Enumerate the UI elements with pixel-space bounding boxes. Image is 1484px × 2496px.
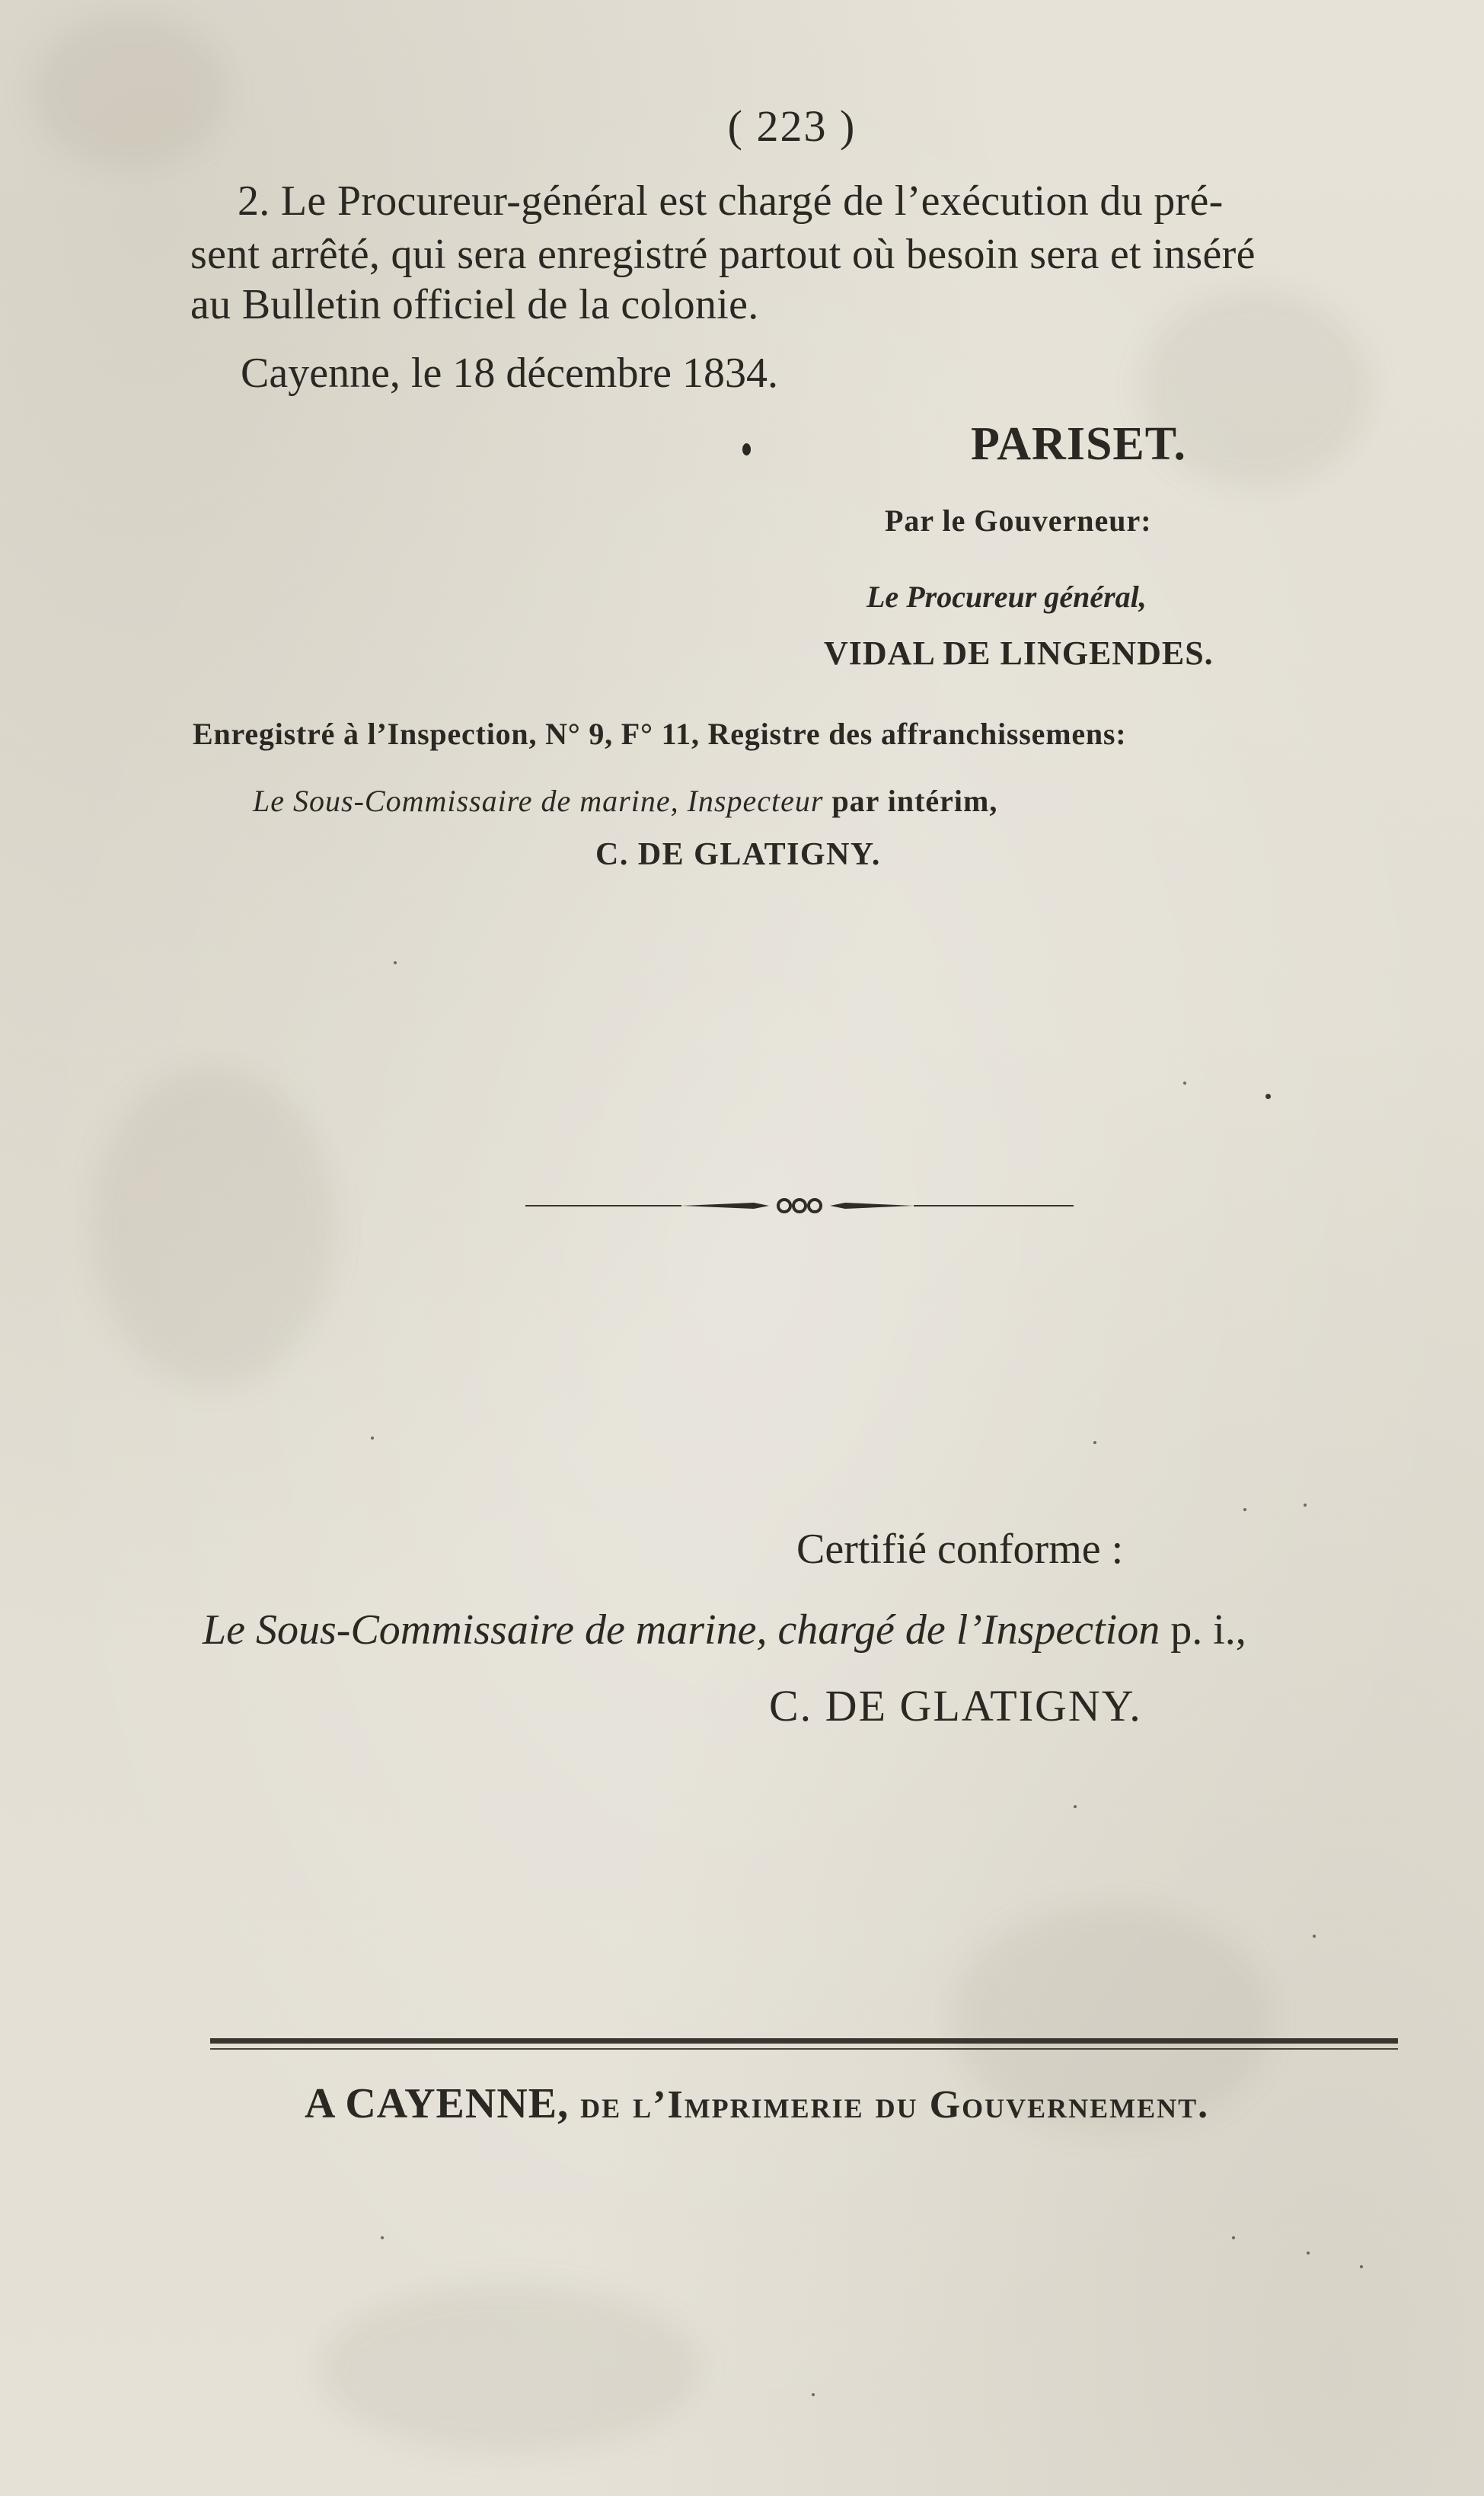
- paper-speck: [1074, 1805, 1077, 1808]
- printer-imprint: [305, 2079, 1209, 2128]
- registration-officer-title-roman: par intérim,: [831, 784, 998, 818]
- paper-speck: [1183, 1082, 1186, 1085]
- paper-speck: [1243, 1508, 1246, 1511]
- imprint-rule-thin: [210, 2048, 1398, 2050]
- paper-stain: [91, 1066, 335, 1386]
- paper-speck: [812, 2393, 815, 2396]
- paper-speck: [1265, 1094, 1271, 1099]
- date-line: Cayenne, le 18 décembre 1834.: [241, 350, 778, 397]
- imprint-rule: [210, 2038, 1398, 2044]
- registration-line: Enregistré à l’Inspection, N° 9, F° 11, Registre des affranchissemens:: [193, 717, 1127, 751]
- article-line-2: sent arrêté, qui sera enregistré partout où besoin sera et inséré: [190, 231, 1256, 278]
- bullet-dot: [742, 443, 751, 455]
- paper-speck: [1232, 2236, 1235, 2239]
- paper-speck: [1307, 2252, 1310, 2255]
- procureur-title: Le Procureur général,: [866, 580, 1147, 614]
- certification-officer-name: C. DE GLATIGNY.: [769, 1681, 1142, 1731]
- registration-officer-title: [253, 783, 997, 819]
- procureur-name: VIDAL DE LINGENDES.: [824, 634, 1214, 672]
- article-line-3: au Bulletin officiel de la colonie.: [190, 281, 759, 328]
- certification-officer-title: [203, 1606, 1246, 1654]
- certification-officer-title-roman: p. i.,: [1170, 1606, 1246, 1654]
- page-number: ( 223 ): [727, 101, 857, 151]
- certification-officer-title-italic: Le Sous-Commissaire de marine, chargé de l’Inspection: [203, 1606, 1160, 1654]
- ornament-divider: [525, 1194, 1074, 1217]
- paper-speck: [1360, 2265, 1363, 2268]
- paper-speck: [1304, 1504, 1307, 1507]
- by-governor-label: Par le Gouverneur:: [885, 503, 1152, 538]
- paper-speck: [1313, 1935, 1316, 1938]
- article-line-1: 2. Le Procureur-général est chargé de l’exécution du pré-: [238, 177, 1224, 225]
- paper-speck: [394, 961, 397, 964]
- imprint-place: A CAYENNE,: [305, 2080, 570, 2127]
- registration-officer-title-italic: Le Sous-Commissaire de marine, Inspecteur: [253, 784, 824, 818]
- certification-heading: Certifié conforme :: [796, 1526, 1124, 1573]
- paper-speck: [371, 1437, 374, 1440]
- registration-officer-name: C. DE GLATIGNY.: [595, 837, 881, 872]
- paper-speck: [1093, 1441, 1096, 1444]
- paper-speck: [381, 2236, 384, 2239]
- imprint-printer: de l’Imprimerie du Gouvernement.: [580, 2083, 1210, 2127]
- paper-stain: [320, 2285, 701, 2453]
- governor-signature: PARISET.: [971, 418, 1187, 470]
